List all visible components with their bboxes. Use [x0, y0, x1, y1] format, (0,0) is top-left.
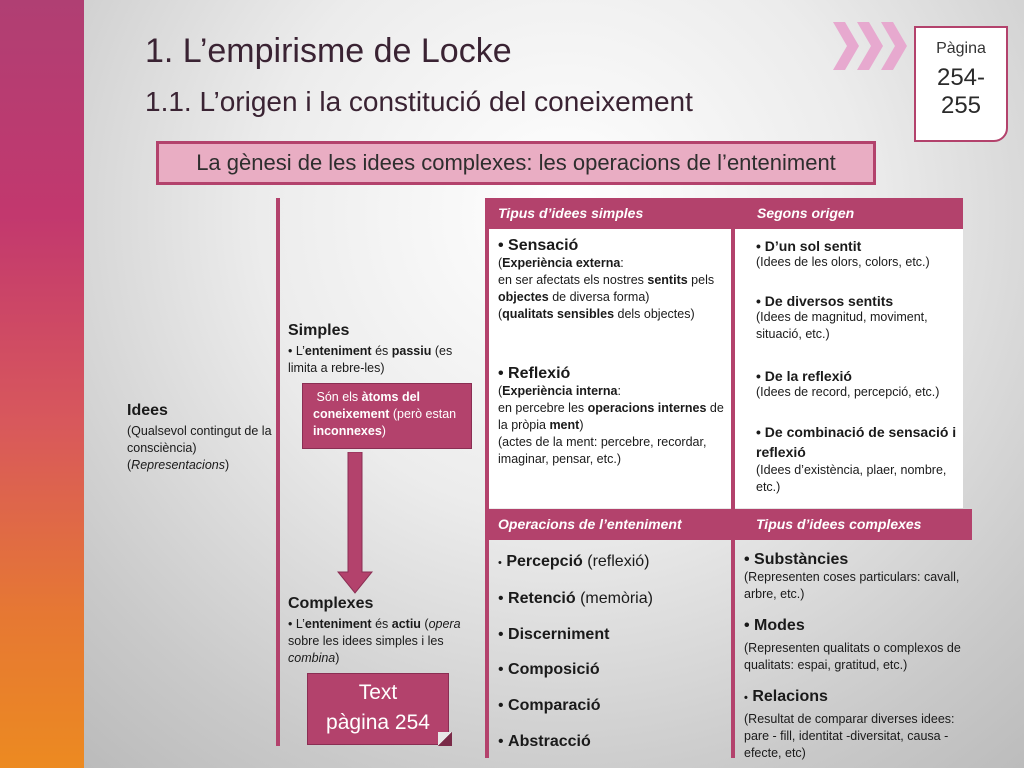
complexes-title: Complexes: [288, 595, 374, 612]
complex-type-item: • Relacions (Resultat de comparar diverses idees: pare - fill, identitat -diversitat, causa - efecte, etc): [744, 688, 955, 760]
complexes-block: [288, 595, 478, 667]
down-arrow-icon: [337, 452, 373, 594]
complex-type-item: • Substàncies (Representen coses particulars: cavall, arbre, etc.): [744, 551, 960, 601]
operation-item: • Discerniment: [498, 626, 610, 643]
page-reference-box: [914, 26, 1008, 142]
origin-item: • De diversos sentits (Idees de magnitud, moviment, situació, etc.): [756, 293, 928, 341]
slide-subtitle: 1.1. L’origen i la constitució del coneixement: [145, 86, 693, 117]
idees-desc: (Qualsevol contingut de la consciència): [127, 424, 272, 455]
operations-header: Operacions de l’enteniment Tipus d’idees complexes: [489, 509, 972, 540]
page-curl-icon: [438, 732, 452, 746]
operation-item: • Percepció (reflexió): [498, 553, 650, 570]
simples-block: [288, 322, 463, 377]
simple-ideas-header: Tipus d’idees simples Segons origen: [489, 198, 963, 229]
sensacio-title: • Sensació: [498, 237, 579, 254]
idees-title: Idees: [127, 402, 168, 419]
page-number: 254-255: [936, 64, 986, 119]
reflexio-cell: • Reflexió (Experiència interna: en percebre les operacions internes de la pròpia ment) (actes de la ment: percebre, recordar, imaginar, pensar, etc.): [498, 365, 728, 468]
sensacio-cell: • Sensació (Experiència externa: en ser afectats els nostres sentits pels objectes de diversa forma) (qualitats sensibles dels objectes): [498, 237, 726, 323]
reflexio-title: • Reflexió: [498, 365, 571, 382]
origin-item: • De la reflexió (Idees de record, percepció, etc.): [756, 368, 940, 399]
operation-item: • Retenció (memòria): [498, 590, 653, 607]
origin-item: • D’un sol sentit (Idees de les olors, colors, etc.): [756, 238, 930, 269]
page-label: Pàgina: [936, 40, 986, 57]
complexes-desc: • L’enteniment és actiu (opera sobre les idees simples i les combina): [288, 617, 461, 665]
section-banner: La gènesi de les idees complexes: les operacions de l’enteniment: [156, 141, 876, 185]
atoms-note-box: Són els àtoms del coneixement (però estan inconnexes): [302, 383, 472, 449]
simples-desc: • L’enteniment és passiu (es limita a rebre-les): [288, 344, 453, 375]
operation-item: • Composició: [498, 661, 600, 678]
origin-item: • De combinació de sensació i reflexió (Idees d’existència, plaer, nombre, etc.): [756, 424, 957, 494]
text-page-reference: Text pàgina 254: [307, 673, 449, 745]
slide-title: 1. L’empirisme de Locke: [145, 32, 512, 70]
operation-item: • Comparació: [498, 697, 601, 714]
complex-type-item: • Modes (Representen qualitats o complexos de qualitats: espai, gratitud, etc.): [744, 617, 961, 672]
chevrons-icon: [833, 20, 913, 72]
idees-representations: (Representacions): [127, 458, 230, 472]
idees-block: [127, 402, 272, 474]
operation-item: • Abstracció: [498, 733, 591, 750]
simples-title: Simples: [288, 322, 350, 339]
decorative-sidebar: [0, 0, 84, 768]
divider-line-left: [276, 198, 280, 746]
